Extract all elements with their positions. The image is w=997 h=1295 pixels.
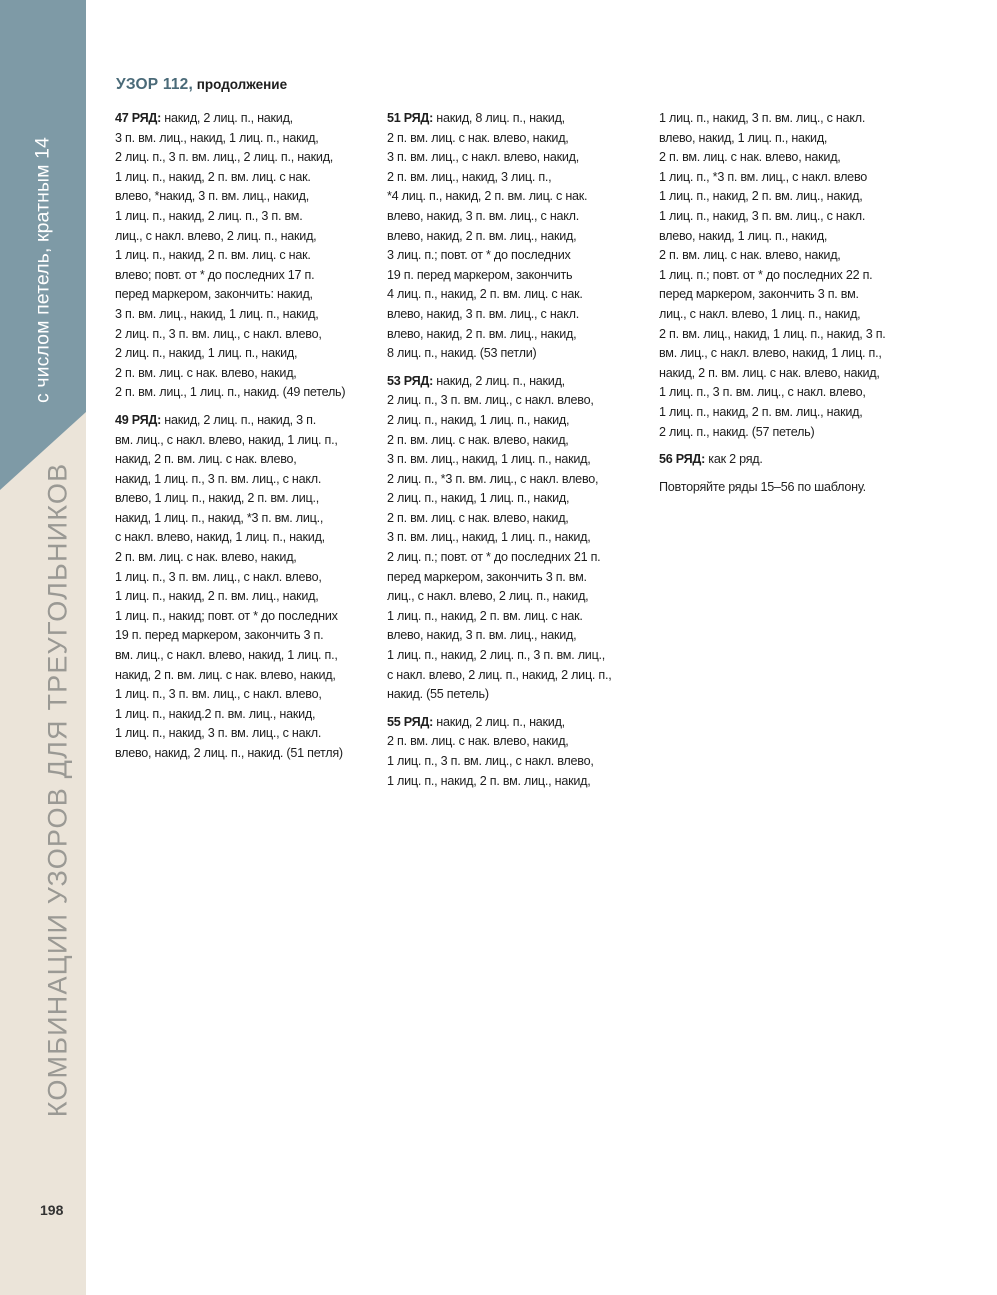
- text-line: 2 п. вм. лиц., накид, 3 лиц. п.,: [387, 169, 552, 184]
- text-line: 4 лиц. п., накид, 2 п. вм. лиц. с нак.: [387, 287, 583, 302]
- row-title: 49 РЯД:: [115, 412, 162, 427]
- text-line: 1 лиц. п., накид, 2 п. вм. лиц., накид,: [115, 589, 319, 604]
- text-line: 2 лиц. п., 3 п. вм. лиц., с накл. влево,: [115, 326, 322, 341]
- text-line: 2 лиц. п., 3 п. вм. лиц., с накл. влево,: [387, 393, 594, 408]
- text-line: 3 п. вм. лиц., накид, 1 лиц. п., накид,: [115, 130, 319, 145]
- text-line: 2 п. вм. лиц. с нак. влево, накид,: [659, 248, 841, 263]
- text-line: 2 п. вм. лиц. с нак. влево, накид,: [115, 365, 297, 380]
- sidebar-tab-text: с числом петель, кратным 14: [31, 137, 54, 403]
- text-line: 3 п. вм. лиц., с накл. влево, накид,: [387, 150, 580, 165]
- sidebar-section-title: КОМБИНАЦИИ УЗОРОВ ДЛЯ ТРЕУГОЛЬНИКОВ: [42, 462, 73, 1118]
- text-line: накид, 1 лиц. п., накид, *3 п. вм. лиц.,: [115, 510, 324, 525]
- pattern-heading: [116, 76, 287, 94]
- row-47-instructions: [115, 109, 370, 403]
- text-line: влево, накид, 2 п. вм. лиц., накид,: [387, 228, 577, 243]
- text-line: 3 п. вм. лиц., накид, 1 лиц. п., накид,: [387, 452, 591, 467]
- text-line: накид, 2 п. вм. лиц. с нак. влево,: [115, 452, 297, 467]
- text-line: вм. лиц., с накл. влево, накид, 1 лиц. п.,: [659, 346, 882, 361]
- text-line: *4 лиц. п., накид, 2 п. вм. лиц. с нак.: [387, 189, 588, 204]
- text-line: 2 лиц. п., *3 п. вм. лиц., с накл. влево,: [387, 471, 599, 486]
- text-line: 3 лиц. п.; повт. от * до последних: [387, 248, 571, 263]
- text-line: 2 п. вм. лиц. с нак. влево, накид,: [387, 130, 569, 145]
- text-line: влево, накид, 1 лиц. п., накид,: [659, 228, 828, 243]
- text-line: [115, 109, 370, 129]
- row-title: 47 РЯД:: [115, 111, 162, 125]
- text-line: влево, накид, 3 п. вм. лиц., с накл.: [387, 208, 580, 223]
- text-line: влево, накид, 3 п. вм. лиц., накид,: [387, 628, 577, 643]
- text-line: [387, 372, 642, 392]
- text-line: лиц., с накл. влево, 1 лиц. п., накид,: [659, 306, 861, 321]
- text-line: 3 п. вм. лиц., накид, 1 лиц. п., накид,: [115, 306, 319, 321]
- text-line: 19 п. перед маркером, закончить 3 п.: [115, 628, 324, 643]
- text-line: [115, 411, 370, 431]
- text-line: 2 лиц. п., накид, 1 лиц. п., накид,: [387, 491, 570, 506]
- text-line: накид, 2 лиц. п., накид,: [161, 111, 293, 125]
- text-line: влево, *накид, 3 п. вм. лиц., накид,: [115, 189, 310, 204]
- text-line: 3 п. вм. лиц., накид, 1 лиц. п., накид,: [387, 530, 591, 545]
- pattern-number: УЗОР 112,: [116, 76, 193, 93]
- text-line: влево, накид, 2 лиц. п., накид. (51 петля): [115, 746, 343, 760]
- text-line: как 2 ряд.: [705, 452, 763, 467]
- text-line: 1 лиц. п.; повт. от * до последних 22 п.: [659, 267, 873, 282]
- row-55-continued: [659, 109, 914, 442]
- text-line: 1 лиц. п., накид, 3 п. вм. лиц., с накл.: [659, 111, 866, 125]
- text-line: Повторяйте ряды 15–56 по шаблону.: [659, 479, 866, 494]
- text-line: 1 лиц. п., накид, 2 п. вм. лиц. с нак.: [387, 608, 583, 623]
- repeat-instructions: [659, 478, 914, 498]
- text-line: [387, 713, 642, 733]
- text-line: 2 лиц. п.; повт. от * до последних 21 п.: [387, 550, 601, 565]
- text-line: накид, 2 п. вм. лиц. с нак. влево, накид,: [659, 365, 880, 380]
- text-line: перед маркером, закончить: накид,: [115, 287, 313, 302]
- text-line: 2 лиц. п., накид. (57 петель): [659, 424, 815, 439]
- text-line: лиц., с накл. влево, 2 лиц. п., накид,: [387, 589, 589, 604]
- row-53-instructions: [387, 372, 642, 705]
- text-line: 19 п. перед маркером, закончить: [387, 267, 573, 282]
- text-line: 2 п. вм. лиц. с нак. влево, накид,: [387, 432, 569, 447]
- row-title: 51 РЯД:: [387, 111, 434, 125]
- text-line: 1 лиц. п., накид, 2 п. вм. лиц., накид,: [659, 404, 863, 419]
- text-line: накид, 1 лиц. п., 3 п. вм. лиц., с накл.: [115, 471, 322, 486]
- text-line: 2 п. вм. лиц. с нак. влево, накид,: [387, 510, 569, 525]
- text-line: вм. лиц., с накл. влево, накид, 1 лиц. п.,: [115, 432, 338, 447]
- text-line: 2 п. вм. лиц. с нак. влево, накид,: [115, 550, 297, 565]
- text-line: 2 лиц. п., 3 п. вм. лиц., 2 лиц. п., накид,: [115, 150, 334, 165]
- text-line: накид, 2 лиц. п., накид,: [433, 373, 565, 388]
- text-line: перед маркером, закончить 3 п. вм.: [387, 569, 587, 584]
- text-line: вм. лиц., с накл. влево, накид, 1 лиц. п.,: [115, 648, 338, 663]
- text-line: с накл. влево, 2 лиц. п., накид, 2 лиц. п.,: [387, 667, 612, 682]
- text-line: 1 лиц. п., накид, 2 лиц. п., 3 п. вм. лиц.,: [387, 648, 606, 663]
- text-line: 1 лиц. п., накид, 2 п. вм. лиц., накид,: [659, 189, 863, 204]
- text-line: влево, накид, 3 п. вм. лиц., с накл.: [387, 306, 580, 321]
- text-line: 2 п. вм. лиц., накид, 1 лиц. п., накид, 3 п.: [659, 326, 886, 341]
- row-49-instructions: [115, 411, 370, 764]
- text-line: 1 лиц. п., накид, 2 п. вм. лиц. с нак.: [115, 248, 311, 263]
- text-line: [387, 109, 642, 129]
- text-line: 1 лиц. п., накид.2 п. вм. лиц., накид,: [115, 706, 316, 721]
- text-line: 1 лиц. п., 3 п. вм. лиц., с накл. влево,: [115, 569, 322, 584]
- text-line: 2 п. вм. лиц., 1 лиц. п., накид. (49 петель): [115, 385, 346, 400]
- text-line: накид, 8 лиц. п., накид,: [433, 111, 565, 125]
- row-56-instructions: [659, 450, 914, 470]
- text-line: 1 лиц. п., *3 п. вм. лиц., с накл. влево: [659, 169, 867, 184]
- text-line: накид, 2 п. вм. лиц. с нак. влево, накид,: [115, 667, 336, 682]
- text-line: влево, 1 лиц. п., накид, 2 п. вм. лиц.,: [115, 491, 319, 506]
- text-line: влево, накид, 1 лиц. п., накид,: [659, 130, 828, 145]
- text-line: 2 лиц. п., накид, 1 лиц. п., накид,: [115, 346, 298, 361]
- text-column-3: [659, 109, 914, 505]
- text-column-2: [387, 109, 642, 799]
- text-line: 8 лиц. п., накид. (53 петли): [387, 346, 537, 361]
- text-line: влево, накид, 2 п. вм. лиц., накид,: [387, 326, 577, 341]
- text-line: [659, 450, 914, 470]
- text-line: 1 лиц. п., накид; повт. от * до последних: [115, 608, 338, 623]
- text-line: 2 п. вм. лиц. с нак. влево, накид,: [659, 150, 841, 165]
- text-line: 1 лиц. п., накид, 3 п. вм. лиц., с накл.: [659, 208, 866, 223]
- pattern-subtitle: продолжение: [192, 77, 288, 92]
- text-line: с накл. влево, накид, 1 лиц. п., накид,: [115, 530, 325, 545]
- text-line: 1 лиц. п., накид, 2 п. вм. лиц., накид,: [387, 773, 591, 788]
- text-line: влево; повт. от * до последних 17 п.: [115, 267, 315, 282]
- text-line: 1 лиц. п., 3 п. вм. лиц., с накл. влево,: [115, 687, 322, 702]
- text-line: накид, 2 лиц. п., накид,: [433, 714, 565, 729]
- text-line: лиц., с накл. влево, 2 лиц. п., накид,: [115, 228, 317, 243]
- text-line: 1 лиц. п., накид, 2 лиц. п., 3 п. вм.: [115, 208, 303, 223]
- page-number: 198: [40, 1202, 64, 1218]
- text-line: 2 п. вм. лиц. с нак. влево, накид,: [387, 734, 569, 749]
- text-line: накид, 2 лиц. п., накид, 3 п.: [161, 412, 316, 427]
- row-title: 53 РЯД:: [387, 373, 434, 388]
- row-51-instructions: [387, 109, 642, 364]
- text-line: 1 лиц. п., 3 п. вм. лиц., с накл. влево,: [387, 754, 594, 768]
- text-column-1: [115, 109, 370, 772]
- row-55-instructions: [387, 713, 642, 791]
- text-line: накид. (55 петель): [387, 687, 489, 702]
- text-line: перед маркером, закончить 3 п. вм.: [659, 287, 859, 302]
- text-line: 1 лиц. п., накид, 2 п. вм. лиц. с нак.: [115, 169, 311, 184]
- text-line: 2 лиц. п., накид, 1 лиц. п., накид,: [387, 412, 570, 427]
- text-line: 1 лиц. п., 3 п. вм. лиц., с накл. влево,: [659, 385, 866, 400]
- row-title: 55 РЯД:: [387, 714, 434, 729]
- row-title: 56 РЯД:: [659, 452, 706, 467]
- text-line: 1 лиц. п., накид, 3 п. вм. лиц., с накл.: [115, 726, 322, 741]
